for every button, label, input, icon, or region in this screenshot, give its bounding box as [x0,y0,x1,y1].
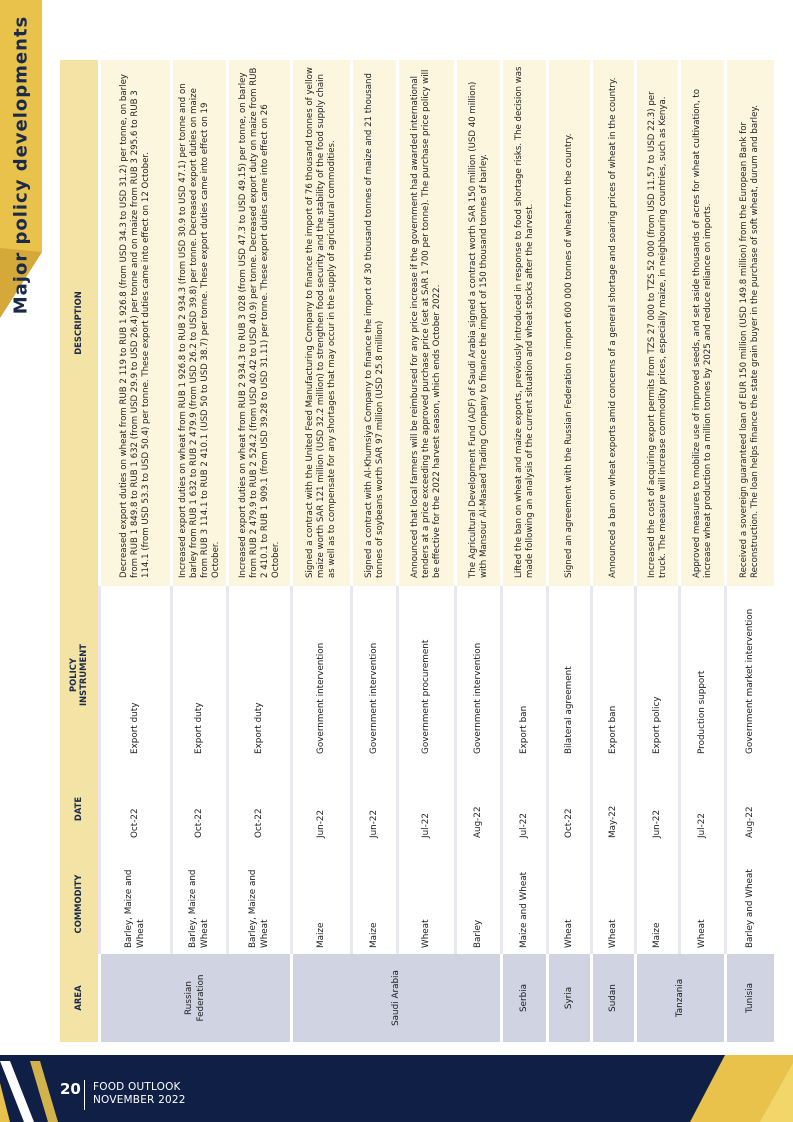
table-row [548,60,592,1042]
date-cell: Jun-22 [292,764,352,854]
commodity-cell: Maize [636,854,680,954]
date-cell: Aug-22 [456,764,502,854]
table-row [172,60,228,1042]
section-title: Major policy developments [10,15,32,315]
commodity-cell: Maize [352,854,398,954]
instrument-cell: Export duty [172,586,228,764]
instrument-cell: Government intervention [292,586,352,764]
header-instrument-line1: POLICY [68,658,79,692]
description-cell: Received a sovereign guaranteed loan of EUR 150 million (USD 149.8 million) from the European Bank for Reconstruction. The loan helps finance the state grain buyer in the purchase of soft wheat, durum and barley. [726,60,774,586]
description-cell: Announced a ban on wheat exports amid concerns of a general shortage and soaring prices of wheat in the country. [592,60,636,586]
header-description: DESCRIPTION [60,60,100,586]
description-cell: Increased the cost of acquiring export permits from TZS 27 000 to TZS 52 000 (from USD 11.57 to USD 22.3) per truck. The measure will increase commodity prices, especially maize, in neighbouring countries, such as Kenya. [636,60,680,586]
table-row [398,60,456,1042]
publication-date: NOVEMBER 2022 [93,1094,186,1106]
date-cell: Jul-22 [398,764,456,854]
instrument-cell: Export duty [228,586,292,764]
instrument-cell: Bilateral agreement [548,586,592,764]
date-cell: Jul-22 [680,764,726,854]
date-cell: Oct-22 [100,764,172,854]
instrument-cell: Export ban [502,586,548,764]
header-area: AREA [60,954,100,1042]
commodity-cell: Wheat [548,854,592,954]
area-cell: Tanzania [636,954,726,1042]
description-cell: Increased export duties on wheat from RUB 1 926.8 to RUB 2 934.3 (from USD 30.9 to USD 47.1) per tonne and on barley from RUB 1 632 to RUB 2 479.9 (from USD 26.2 to USD 39.8) per tonne. Decreased export duties on maize from RUB 3 114.1 to RUB 2 410.1 (USD 50 to USD 38.7) per tonne. These export duties came into effect on 19 October. [172,60,228,586]
date-cell: Oct-22 [228,764,292,854]
date-cell: May-22 [592,764,636,854]
instrument-cell: Export duty [100,586,172,764]
area-cell: Saudi Arabia [292,954,502,1042]
description-cell: Signed a contract with the United Feed Manufacturing Company to finance the import of 76 thousand tonnes of yellow maize worth SAR 121 million (USD 32.2 million) to strengthen food security and the stability of the food supply chain as well as to compensate for any shortages that may occur in the supply of agricultural commodities. [292,60,352,586]
date-cell: Jun-22 [636,764,680,854]
table-row [352,60,398,1042]
description-cell: The Agricultural Development Fund (ADF) of Saudi Arabia signed a contract worth SAR 150 million (USD 40 million) with Mansour Al-Masaed Trading Company to finance the import of 150 thousand tonnes of barley. [456,60,502,586]
table-row [292,60,352,1042]
date-cell: Aug-22 [726,764,774,854]
commodity-cell: Wheat [680,854,726,954]
description-cell: Announced that local farmers will be reimbursed for any price increase if the government had awarded international tenders at a price exceeding the approved purchase price (set at SAR 1 700 per tonne). The purchase price policy will be effective for the 2022 harvest season, which ends October 2022. [398,60,456,586]
header-commodity: COMMODITY [60,854,100,954]
instrument-cell: Government intervention [456,586,502,764]
section-tab [0,0,42,330]
date-cell: Jun-22 [352,764,398,854]
commodity-cell: Maize and Wheat [502,854,548,954]
header-date: DATE [60,764,100,854]
table-row [636,60,680,1042]
instrument-cell: Government intervention [352,586,398,764]
table-row [592,60,636,1042]
area-cell: Russian Federation [100,954,292,1042]
header-instrument-line2: INSTRUMENT [78,644,88,706]
policy-table-container [60,60,761,1042]
area-cell: Tunisia [726,954,774,1042]
instrument-cell: Production support [680,586,726,764]
description-cell: Lifted the ban on wheat and maize exports, previously introduced in response to food shortage risks. The decision was made following an analysis of the current situation and wheat stocks after the harvest. [502,60,548,586]
header-policy-instrument [60,586,100,764]
table-row [228,60,292,1042]
description-cell: Signed an agreement with the Russian Federation to import 600 000 tonnes of wheat from the country. [548,60,592,586]
description-cell: Signed a contract with Al-Khumsiya Company to finance the import of 30 thousand tonnes of maize and 21 thousand tonnes of soybeans worth SAR 97 million (USD 25.8 million) [352,60,398,586]
instrument-cell: Government market intervention [726,586,774,764]
commodity-cell: Barley, Maize and Wheat [172,854,228,954]
instrument-cell: Export policy [636,586,680,764]
description-cell: Increased export duties on wheat from RUB 2 934.3 to RUB 3 028 (from USD 47.3 to USD 49.15) per tonne, on barley from RUB 2 479.9 to RUB 2 524.2 (from USD 40.42 to USD 40.9) per tonne. Decreased export duty on maize from RUB 2 410.1 to RUB 1 909.1 (from USD 39.28 to USD 31.11) per tonne. These export duties came into effect on 26 October. [228,60,292,586]
commodity-cell: Maize [292,854,352,954]
area-cell: Sudan [592,954,636,1042]
policy-table [60,60,774,1042]
commodity-cell: Barley, Maize and Wheat [100,854,172,954]
table-row [456,60,502,1042]
page-number: 20 [60,1080,81,1098]
instrument-cell: Export ban [592,586,636,764]
date-cell: Oct-22 [548,764,592,854]
table-header-row [60,60,100,1042]
commodity-cell: Wheat [592,854,636,954]
description-cell: Approved measures to mobilize use of improved seeds, and set aside thousands of acres for wheat cultivation, to increase wheat production to a million tonnes by 2025 and reduce reliance on imports. [680,60,726,586]
area-cell: Serbia [502,954,548,1042]
date-cell: Oct-22 [172,764,228,854]
commodity-cell: Barley [456,854,502,954]
area-cell: Syria [548,954,592,1042]
description-cell: Decreased export duties on wheat from RUB 2 119 to RUB 1 926.8 (from USD 34.3 to USD 31.2) per tonne, on barley from RUB 1 849.8 to RUB 1 632 (from USD 29.9 to USD 26.4) per tonne and on maize from RUB 3 295.6 to RUB 3 114.1 (from USD 53.3 to USD 50.4) per tonne. These export duties came into effect on 12 October. [100,60,172,586]
commodity-cell: Wheat [398,854,456,954]
footer-divider [84,1080,85,1110]
table-row [726,60,774,1042]
table-row [680,60,726,1042]
table-row [100,60,172,1042]
commodity-cell: Barley, Maize and Wheat [228,854,292,954]
publication-title: FOOD OUTLOOK [93,1081,181,1093]
commodity-cell: Barley and Wheat [726,854,774,954]
instrument-cell: Government procurement [398,586,456,764]
date-cell: Jul-22 [502,764,548,854]
table-row [502,60,548,1042]
